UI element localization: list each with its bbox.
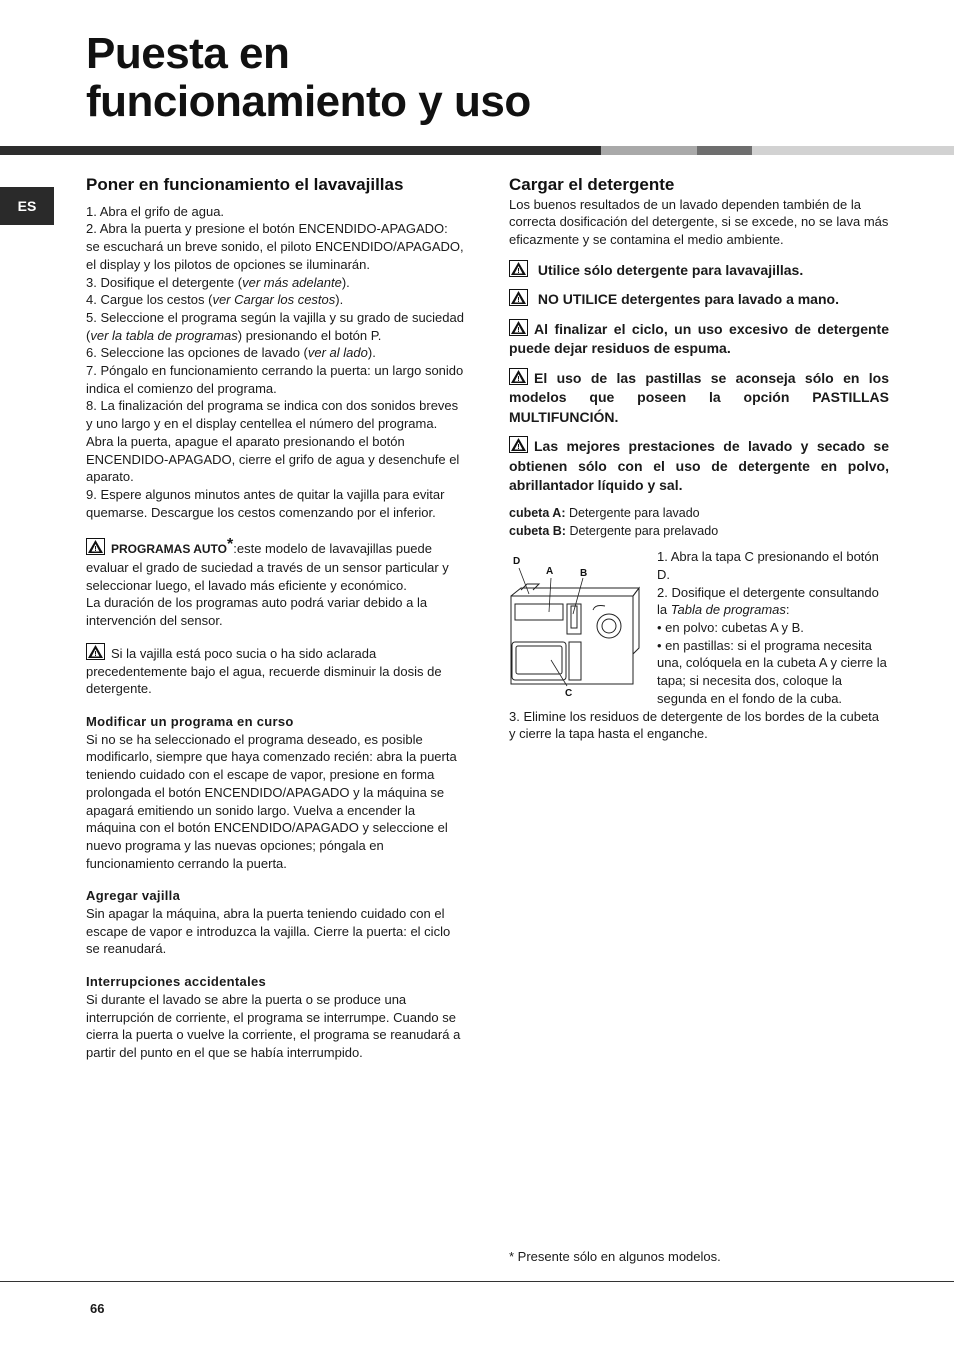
- step-3: 3. Dosifique el detergente (ver más adelante).: [86, 274, 350, 290]
- dispenser-diagram: [509, 548, 645, 698]
- step-5: 5. Seleccione el programa según la vajilla y su grado de suciedad (ver la tabla de programas) presionando el botón P.: [86, 309, 464, 343]
- modify-section: [86, 713, 464, 872]
- interrupt-section: [86, 973, 464, 1062]
- page-title: [86, 30, 531, 126]
- warning-4: El uso de las pastillas se aconseja sólo en los modelos que poseen la opción PASTILLAS MULTIFUNCIÓN.: [509, 369, 889, 425]
- warning-icon: [509, 319, 528, 336]
- warning-5: Las mejores prestaciones de lavado y secado se obtienen sólo con el uso de detergente en polvo, abrillantador líquido y sal.: [509, 438, 889, 494]
- warning-icon: [86, 643, 105, 660]
- cubeta-b: cubeta B: Detergente para prelavado: [509, 523, 719, 538]
- detergent-intro: Los buenos resultados de un lavado dependen también de la correcta dosificación del detergente, si se excede, no se lava más eficazmente y se contamina el medio ambiente.: [509, 196, 889, 248]
- step-8: 8. La finalización del programa se indica con dos sonidos breves y uno largo y en el display centellea el número del programa. Abra la puerta, apague el aparato presionando el botón ENCENDIDO-APAGADO, cierre el grifo de agua y desenchufe el aparato.: [86, 398, 460, 485]
- fig-bullet-2: • en pastillas: si el programa necesita una, colóquela en la cubeta A y cierre la tapa; si necesita dos, coloque la segunda en el fondo de la cuba.: [657, 637, 887, 706]
- header-bar-pale: [752, 146, 954, 155]
- header-bar-mid: [697, 146, 752, 155]
- interrupt-heading: Interrupciones accidentales: [86, 974, 267, 990]
- label-a: A: [546, 566, 554, 578]
- header-bar-light: [601, 146, 697, 155]
- language-tab: ES: [0, 187, 54, 225]
- warning-icon: [509, 436, 528, 453]
- step-2: 2. Abra la puerta y presione el botón ENCENDIDO-APAGADO: se escuchará un breve sonido, el piloto ENCENDIDO/APAGADO, el display y los pilotos de opciones se iluminarán.: [86, 221, 464, 272]
- warning-1: Utilice sólo detergente para lavavajillas.: [509, 260, 889, 281]
- modify-heading: Modificar un programa en curso: [86, 713, 294, 729]
- step-6: 6. Seleccione las opciones de lavado (ver al lado).: [86, 345, 376, 361]
- step-7: 7. Póngalo en funcionamiento cerrando la puerta: un largo sonido indica el comienzo del programa.: [86, 363, 464, 396]
- add-heading: Agregar vajilla: [86, 888, 181, 904]
- title-line-1: Puesta en: [86, 29, 290, 78]
- step-1: 1. Abra el grifo de agua.: [86, 203, 225, 219]
- add-section: [86, 887, 464, 958]
- auto-asterisk: *: [227, 536, 234, 554]
- fig-step-3: 3. Elimine los residuos de detergente de los bordes de la cubeta y cierre la tapa hasta el enganche.: [509, 708, 880, 742]
- footer-divider: [0, 1281, 954, 1282]
- cubeta-legend: [509, 505, 889, 540]
- step-9: 9. Espere algunos minutos antes de quitar la vajilla para evitar quemarse. Descargue los cestos comenzando por el inferior.: [86, 486, 445, 520]
- section-heading-start: Poner en funcionamiento el lavavajillas: [86, 175, 404, 194]
- start-steps: [86, 203, 464, 522]
- dispenser-figure-row: [509, 548, 889, 707]
- auto-label: PROGRAMAS AUTO: [111, 542, 228, 557]
- dispenser-drawing: [509, 548, 645, 698]
- dirty-dishes-note: Si la vajilla está poco sucia o ha sido aclarada precedentemente bajo el agua, recuerde disminuir la dosis de detergente.: [86, 643, 464, 698]
- auto-duration-note: La duración de los programas auto podrá variar debido a la intervención del sensor.: [86, 595, 428, 629]
- fig-bullet-1: • en polvo: cubetas A y B.: [657, 620, 804, 636]
- fig-step-1: 1. Abra la tapa C presionando el botón D.: [657, 549, 879, 582]
- section-heading-detergent: Cargar el detergente: [509, 175, 675, 194]
- modify-text: Si no se ha seleccionado el programa deseado, es posible modificarlo, siempre que haya comenzado recién: abra la puerta teniendo cuidado con el escape de vapor, presione en forma prolongada el botón ENCENDIDO/APAGADO y la máquina se apagará emitiendo un sonido largo. Vuelva a encender la máquina con el botón ENCENDIDO/APAGADO y seleccione el nuevo programa y las nuevas opciones; póngala en funcionamiento cerrando la puerta.: [86, 731, 457, 871]
- title-line-2: funcionamiento y uso: [86, 77, 531, 126]
- add-text: Sin apagar la máquina, abra la puerta teniendo cuidado con el escape de vapor e introduzca la vajilla. Cierre la puerta: el ciclo se reanudará.: [86, 906, 451, 957]
- dispenser-instructions: [657, 548, 889, 707]
- fig-step-2: 2. Dosifique el detergente consultando la Tabla de programas:: [657, 584, 879, 618]
- step-4: 4. Cargue los cestos (ver Cargar los cestos).: [86, 292, 344, 308]
- warning-icon: [509, 260, 528, 277]
- interrupt-text: Si durante el lavado se abre la puerta o se produce una interrupción de corriente, el programa se interrumpe. Cuando se cierra la puerta o vuelve la corriente, el programa se reanudará a partir del punto en el que se había interrumpido.: [86, 991, 461, 1060]
- warning-icon: [509, 368, 528, 385]
- label-b: B: [580, 568, 588, 580]
- page-number: 66: [90, 1301, 105, 1316]
- right-column: [509, 176, 889, 743]
- cubeta-a: cubeta A: Detergente para lavado: [509, 505, 700, 520]
- footnote: * Presente sólo en algunos modelos.: [509, 1249, 721, 1264]
- left-column: [86, 176, 464, 1062]
- auto-programs-note: PROGRAMAS AUTO*:este modelo de lavavajillas puede evaluar el grado de suciedad a través de un sensor particular y seleccionar luego, el lavado más eficiente y económico.: [86, 536, 449, 593]
- warning-icon: [86, 538, 105, 555]
- label-d: D: [513, 556, 521, 568]
- header-bar-dark: [0, 146, 601, 155]
- warning-icon: [509, 289, 528, 306]
- warning-3: Al finalizar el ciclo, un uso excesivo de detergente puede dejar residuos de espuma.: [509, 320, 889, 357]
- label-c: C: [565, 688, 573, 699]
- warning-2: NO UTILICE detergentes para lavado a mano.: [509, 289, 889, 310]
